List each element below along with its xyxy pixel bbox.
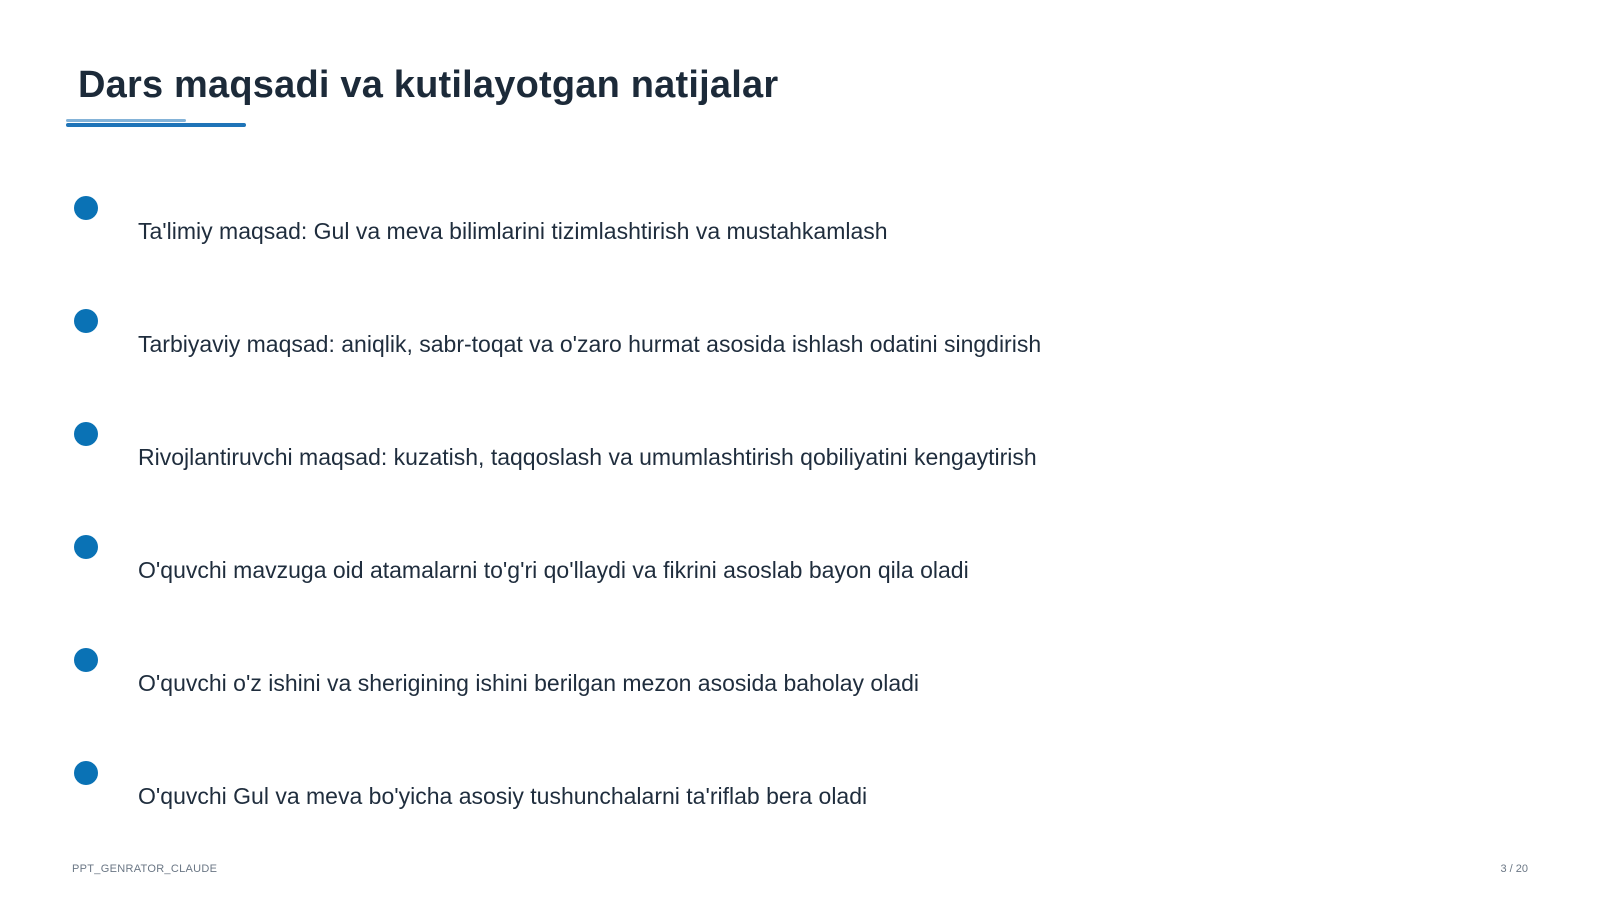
bullet-text: O'quvchi o'z ishini va sherigining ishini berilgan mezon asosida baholay oladi: [138, 670, 920, 696]
bullet-text: Rivojlantiruvchi maqsad: kuzatish, taqqoslash va umumlashtirish qobiliyatini kengaytirish: [138, 444, 1037, 470]
list-item: [0, 196, 1400, 276]
list-item: [0, 309, 1400, 389]
list-item: [0, 761, 1400, 841]
bullet-dot-icon: [74, 535, 98, 559]
bullet-dot-icon: [74, 648, 98, 672]
bullet-dot-icon: [74, 761, 98, 785]
list-item: [0, 422, 1400, 502]
slide-title: Dars maqsadi va kutilayotgan natijalar: [78, 64, 779, 106]
footer-source-label: PPT_GENRATOR_CLAUDE: [72, 863, 218, 875]
bullet-text: Tarbiyaviy maqsad: aniqlik, sabr-toqat va o'zaro hurmat asosida ishlash odatini singdirish: [138, 331, 1042, 357]
bullet-text: O'quvchi mavzuga oid atamalarni to'g'ri qo'llaydi va fikrini asoslab bayon qila oladi: [138, 557, 969, 583]
page-indicator: 3 / 20: [1500, 863, 1528, 875]
bullet-dot-icon: [74, 196, 98, 220]
list-item: [0, 535, 1400, 615]
list-item: [0, 648, 1400, 728]
bullet-text: Ta'limiy maqsad: Gul va meva bilimlarini tizimlashtirish va mustahkamlash: [138, 218, 888, 244]
bullet-dot-icon: [74, 422, 98, 446]
bullet-text: O'quvchi Gul va meva bo'yicha asosiy tushunchalarni ta'riflab bera oladi: [138, 783, 868, 809]
bullet-dot-icon: [74, 309, 98, 333]
